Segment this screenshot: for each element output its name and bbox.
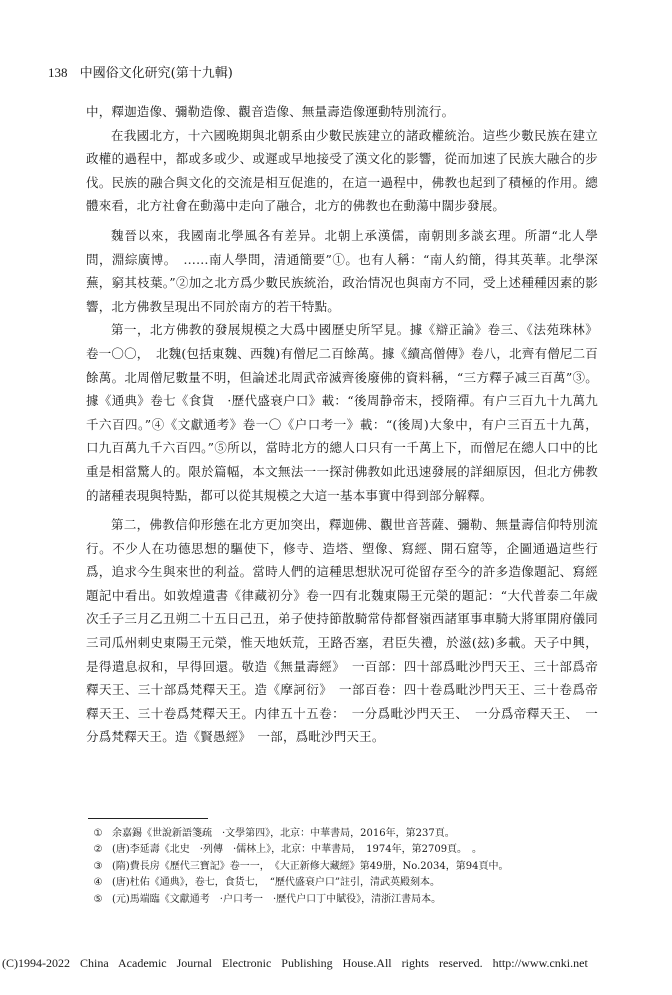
footnote-marker: ⑤ xyxy=(93,893,103,905)
footnote xyxy=(88,875,608,891)
footnote-text: (隋)費長房《歷代三寶記》卷一一， 《大正新修大藏經》第49册，No.2034，第94頁中。 xyxy=(112,860,509,872)
footnote-marker: ① xyxy=(93,828,103,839)
page-number: 138 xyxy=(48,65,68,80)
footnote xyxy=(88,892,608,908)
journal-title: 中國俗文化研究(第十九輯) xyxy=(79,66,233,81)
footnote-marker: ④ xyxy=(93,877,103,889)
footnote-marker: ② xyxy=(93,844,103,856)
paragraph: 在我國北方，十六國晚期與北朝系由少數民族建立的諸政權統治。這些少數民族在建立政權的過程中，都或多或少、或遲或早地接受了漢文化的影響，從而加速了民族大融合的步伐。民族的融合與文化的交流是相互促進的，在這一過程中，佛教也起到了積極的作用。總體來看，北方社會在動蕩中走向了融合，北方的佛教也在動蕩中闊步發展。 xyxy=(86,127,598,214)
footnote-text: (唐)李延壽《北史 ·列傳 ·儒林上》，北京：中華書局， 1974年，第2709頁。 。 xyxy=(112,844,483,856)
footnote-divider xyxy=(88,818,208,819)
footnote-text: 余嘉錫《世說新語箋疏 ·文學第四》，北京：中華書局，2016年，第237頁。 xyxy=(112,828,455,839)
body-text xyxy=(86,100,598,749)
footnotes xyxy=(88,826,608,908)
footnote xyxy=(88,842,608,858)
running-header xyxy=(48,64,608,83)
footnote-text: (元)馬端臨《文獻通考 ·户口考一 ·歷代户口丁中賦役》，清浙江書局本。 xyxy=(112,893,442,905)
copyright-notice: (C)1994-2022 China Academic Journal Electronic Publishing House.All rights reserved. http://www.cnki.net xyxy=(2,956,588,970)
paragraph: 魏晉以來，我國南北學風各有差异。北朝上承漢儒，南朝則多談玄理。所謂“北人學問，淵綜廣博。 ……南人學問，清通簡要”①。也有人稱：“南人約簡，得其英華。北學深蕪，窮其枝葉。”②加之北方爲少數民族統治，政治情况也與南方不同，受上述種種因素的影響，北方佛教呈現出不同於南方的若干特點。 xyxy=(86,227,598,314)
paragraph-continuation: 中，釋迦造像、彌勒造像、觀音造像、無量壽造像運動特別流行。 xyxy=(86,104,455,119)
footnote-text: (唐)杜佑《通典》，卷七，食货七， “歷代盛衰户口”註引，清武英殿刻本。 xyxy=(112,877,441,889)
paragraph: 第一，北方佛教的發展規模之大爲中國歷史所罕見。據《辯正論》卷三、《法苑珠林》卷一〇〇， 北魏(包括東魏、西魏)有僧尼二百餘萬。據《續高僧傳》卷八，北齊有僧尼二百餘萬。北周僧尼數量不明，但論述北周武帝滅齊後廢佛的資料稱，“三方釋子减三百萬”③。據《通典》卷七《食貨 ·歷代盛衰户口》載：“後周静帝末，授隋禪。有户三百九十九萬九千六百四。”④《文獻通考》卷一〇《户口考一》載：“(後周)大象中，有户三百五十九萬，口九百萬九千六百四。”⑤所以，當時北方的總人口只有一千萬上下，而僧尼在總人口中的比重是相當驚人的。限於篇幅，本文無法一一探討佛教如此迅速發展的詳細原因，但北方佛教的諸種表現與特點，都可以從其規模之大這一基本事實中得到部分解釋。 xyxy=(86,322,598,503)
footnote xyxy=(88,859,608,875)
footnote-marker: ③ xyxy=(93,860,103,872)
footnote xyxy=(88,826,608,842)
paragraph: 第二，佛教信仰形態在北方更加突出，釋迦佛、觀世音菩薩、彌勒、無量壽信仰特別流行。不少人在功德思想的驅使下，修寺、造塔、塑像、寫經、開石窟等，企圖通過這些行爲，追求今生與來世的利益。當時人們的這種思想狀况可從留存至今的許多造像題記、寫經題記中看出。如敦煌遺書《律藏初分》卷一四有北魏東陽王元榮的題記：“大代普泰二年歲次壬子三月乙丑朔二十五日己丑，弟子使持節散騎常侍都督嶺西諸軍事車騎大將軍開府儀同三司瓜州刺史東陽王元榮，惟天地妖荒，王路否塞，君臣失禮，於滋(玆)多載。天子中興，是得遣息叔和，早得回還。敬造《無量壽經》 一百部：四十部爲毗沙門天王、三十部爲帝釋天王、三十部爲梵釋天王。造《摩訶衍》 一部百卷：四十卷爲毗沙門天王、三十卷爲帝釋天王、三十卷爲梵釋天王。内律五十五卷： 一分爲毗沙門天王、 一分爲帝釋天王、 一分爲梵釋天王。造《賢愚經》 一部，爲毗沙門天王。 xyxy=(86,517,598,745)
